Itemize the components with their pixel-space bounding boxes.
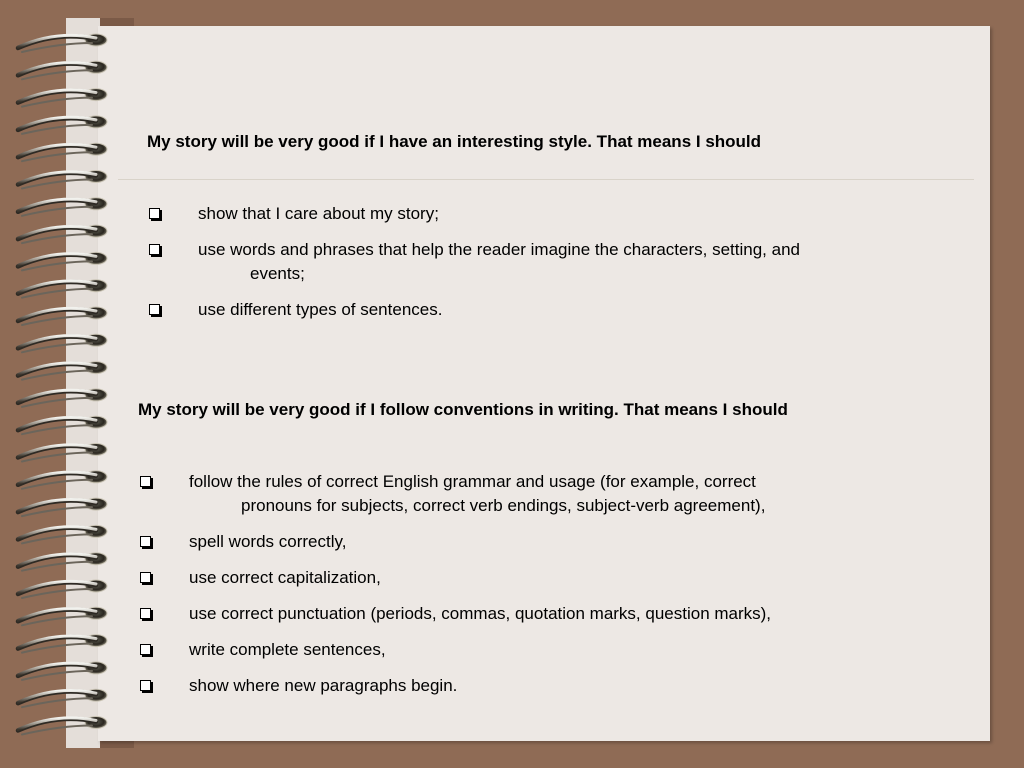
section-2-list [138,470,958,710]
list-item [138,638,958,662]
checkbox-icon [140,476,151,487]
list-item [147,298,947,322]
spiral-ring [18,61,107,79]
list-item [147,202,947,226]
list-item-text: spell words correctly, [189,532,347,551]
spiral-ring [18,717,107,735]
list-item [138,530,958,554]
spiral-ring [18,444,107,462]
spiral-ring [18,198,107,216]
list-item [138,674,958,698]
spiral-ring [18,498,107,516]
spiral-ring [18,171,107,189]
spiral-ring [18,252,107,270]
list-item-text: use correct punctuation (periods, commas, quotation marks, question marks), [189,604,772,623]
checkbox-icon [149,304,160,315]
list-item [138,566,958,590]
spiral-ring [18,389,107,407]
list-item [147,238,947,286]
spiral-ring [18,334,107,352]
checkbox-icon [140,680,151,691]
spiral-ring [18,662,107,680]
list-item [138,602,958,626]
spiral-ring [18,116,107,134]
list-item-text: show where new paragraphs begin. [189,676,458,695]
section-1-heading: My story will be very good if I have an interesting style. That means I should [147,132,762,151]
spiral-ring [18,89,107,107]
spiral-ring [18,525,107,543]
list-item-text: use different types of sentences. [198,300,443,319]
spiral-ring [18,689,107,707]
list-item-text-continued: events; [250,264,305,283]
section-2-heading: My story will be very good if I follow conventions in writing. That means I should [138,400,788,419]
spiral-ring [18,362,107,380]
spiral-binding-icon [0,0,130,768]
spiral-ring [18,580,107,598]
list-item-text: use words and phrases that help the reader imagine the characters, setting, and [198,240,800,259]
checkbox-icon [140,644,151,655]
spiral-ring [18,635,107,653]
spiral-ring [18,307,107,325]
spiral-ring [18,280,107,298]
checkbox-icon [140,608,151,619]
spiral-ring [18,225,107,243]
spiral-ring [18,416,107,434]
spiral-ring [18,553,107,571]
checkbox-icon [149,208,160,219]
section-1-list [147,202,947,334]
list-item-text: write complete sentences, [189,640,386,659]
spiral-ring [18,34,107,52]
spiral-ring [18,143,107,161]
checkbox-icon [140,572,151,583]
list-item-text-continued: pronouns for subjects, correct verb endings, subject-verb agreement), [241,496,766,515]
spiral-ring [18,471,107,489]
divider-line [118,179,974,180]
list-item [138,470,958,518]
list-item-text: use correct capitalization, [189,568,381,587]
list-item-text: show that I care about my story; [198,204,439,223]
checkbox-icon [149,244,160,255]
list-item-text: follow the rules of correct English grammar and usage (for example, correct [189,472,756,491]
checkbox-icon [140,536,151,547]
spiral-ring [18,607,107,625]
